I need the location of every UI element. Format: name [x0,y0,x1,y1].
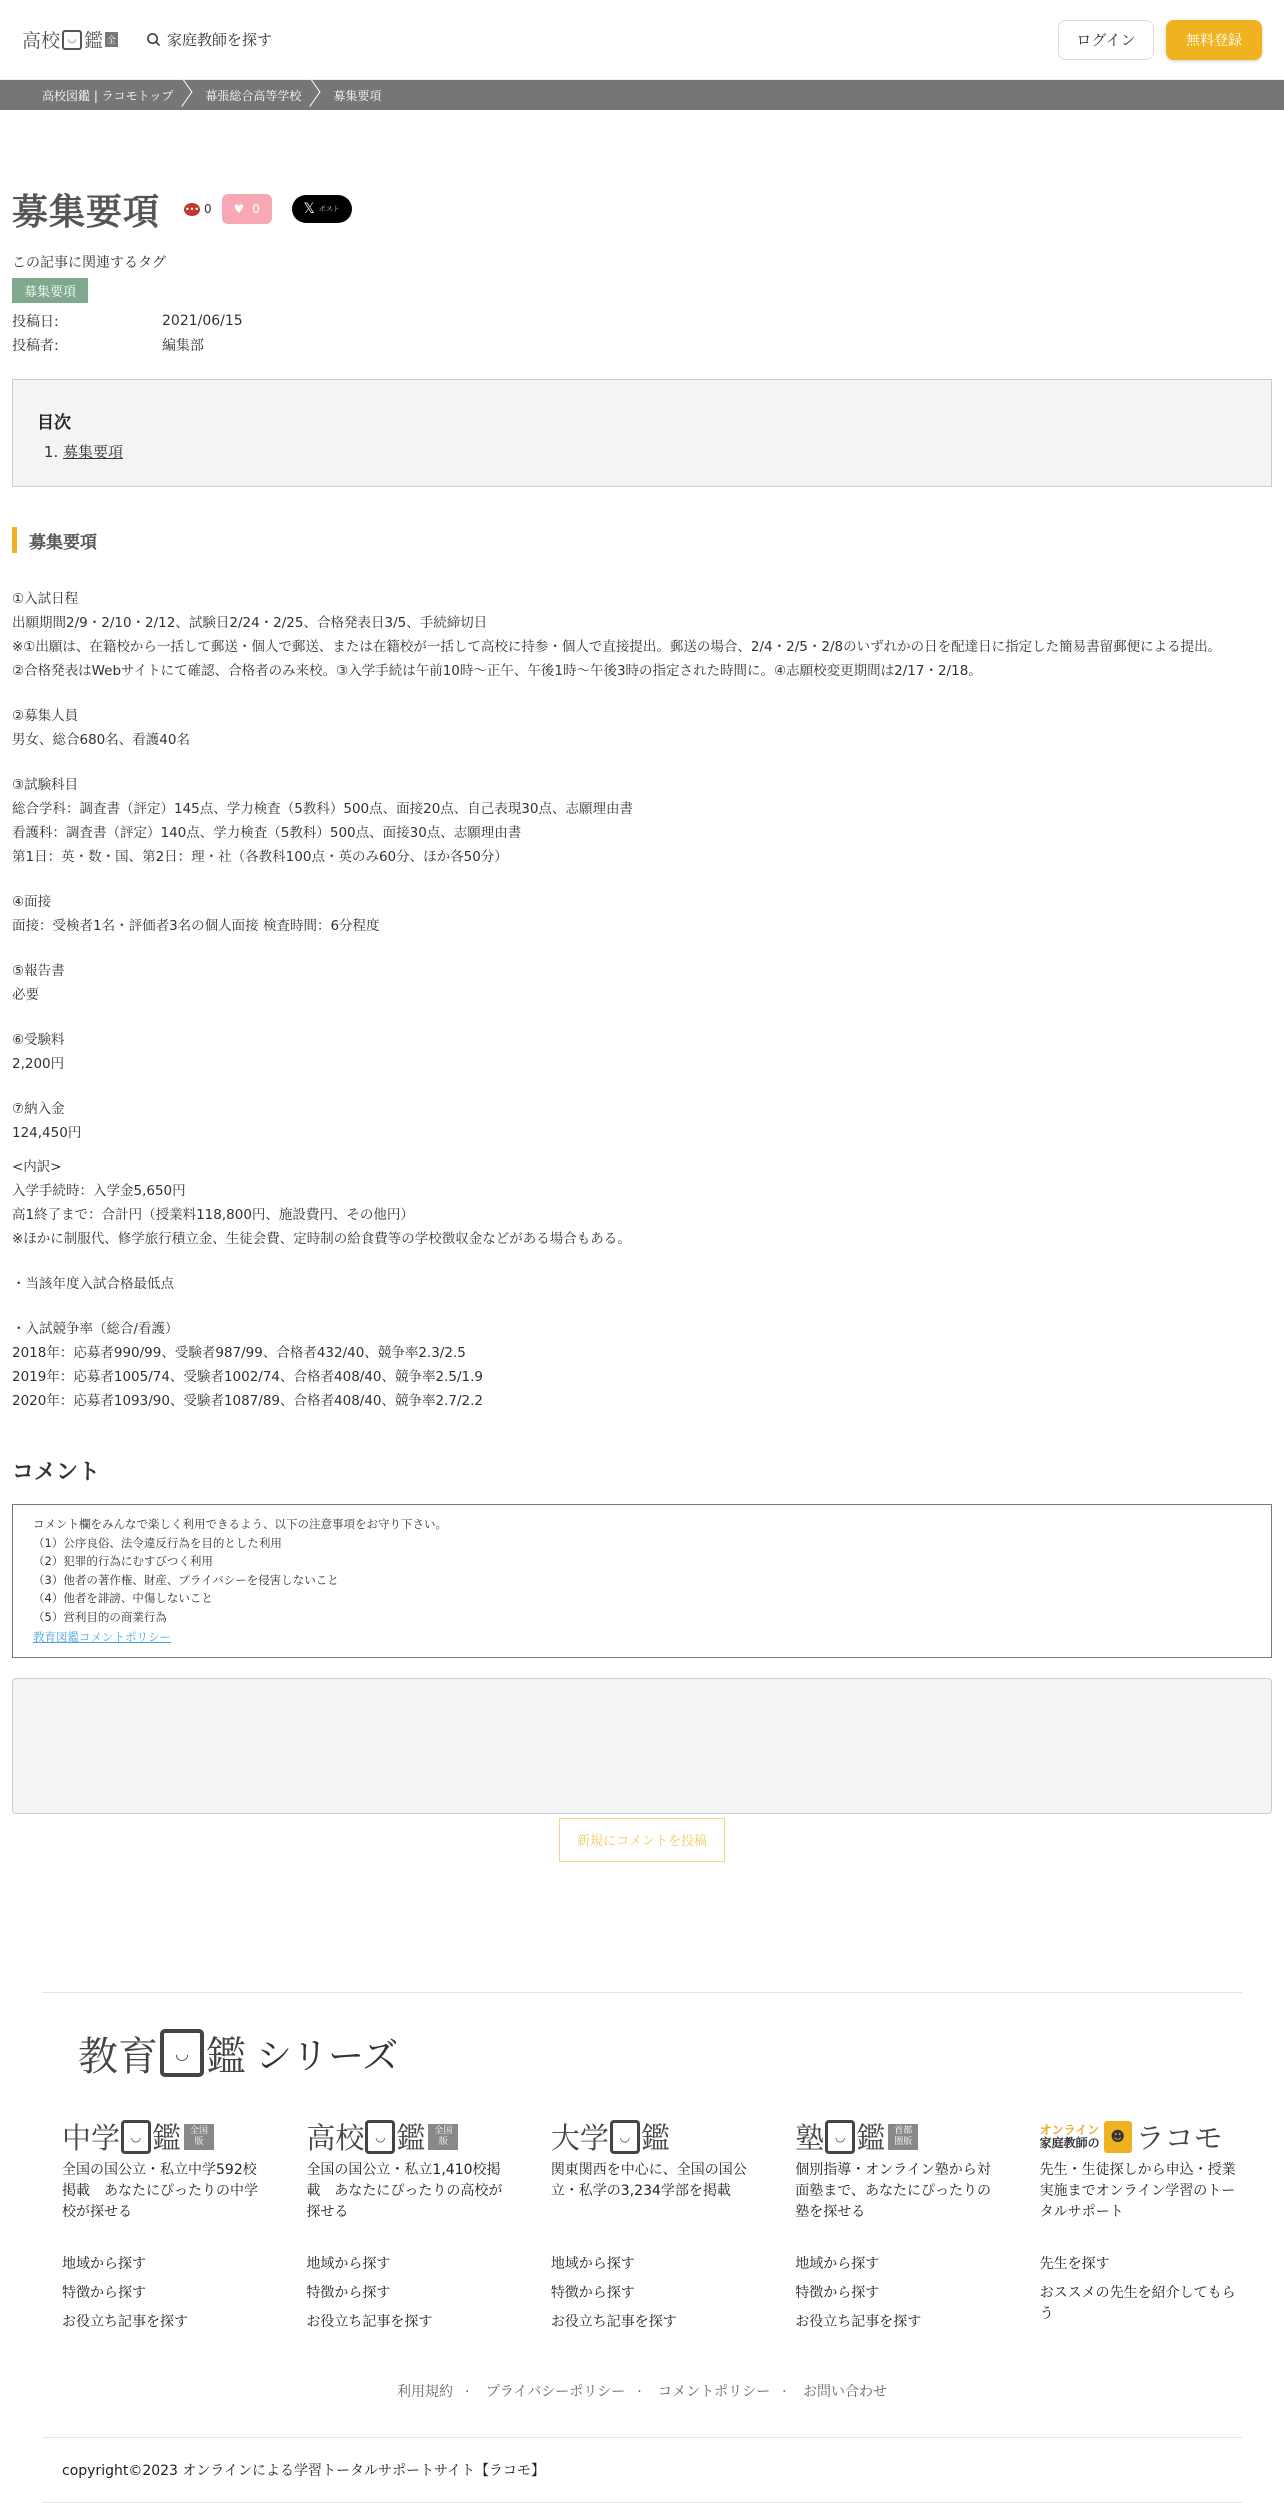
footer-link[interactable]: お役立ち記事を探す [550,2313,677,2330]
breadcrumb-item: 募集要項 [333,88,382,103]
footer-nav-terms[interactable]: 利用規約 [396,2383,453,2400]
comment-policy-link[interactable]: 教育図鑑コメントポリシー [33,1630,171,1644]
section-heading: 募集要項 [12,527,1272,553]
series-logo: 教育 ◡ 鑑 シリーズ [0,2025,1284,2082]
comment-policy-box: コメント欄をみんなで楽しく利用できるよう、以下の注意事項をお守り下さい。 （1）公序良俗、法令違反行為を目的とした利用 （2）犯罪的行為にむすびつく利用 （3）他者の著作権、財産、プライバシーを侵害しないこと （4）他者を誹謗、中傷しないこと （5）営利目的の商業行為 教育図鑑コメントポリシー [12,1504,1272,1658]
book-face-icon: ◡ [62,30,82,50]
footer-col-cram-school: 塾 ◡ 鑑 首都圏版 個別指導・オンライン塾から対面塾まで、あなたにぴったりの塾を探せる 地域から探す 特徴から探す お役立ち記事を探す [795,2118,1039,2341]
footer-link[interactable]: おススメの先生を紹介してもらう [1039,2284,1236,2322]
book-face-icon: ◡ [160,2029,204,2077]
lacomo-mascot-icon: ☻ [1104,2121,1132,2153]
book-face-icon: ◡ [825,2120,855,2154]
register-button[interactable]: 無料登録 [1166,20,1262,60]
heart-icon: ♥ [233,202,245,216]
table-of-contents [12,379,1272,487]
comment-count[interactable]: ••• 0 [184,202,212,216]
like-button[interactable]: ♥ 0 [222,194,272,224]
book-face-icon: ◡ [365,2120,395,2154]
footer-col-university: 大学 ◡ 鑑 関東関西を中心に、全国の国公立・私学の3,234学部を掲載 地域から探す 特徴から探す お役立ち記事を探す [551,2118,795,2341]
footer-link[interactable]: 特徴から探す [306,2284,391,2301]
tags-label: この記事に関連するタグ [12,255,166,271]
site-header [0,0,1284,80]
footer-nav: 利用規約 · プライバシーポリシー · コメントポリシー · お問い合わせ [396,2383,888,2400]
comments-title: コメント [12,1460,101,1485]
footer-link[interactable]: 特徴から探す [795,2284,880,2301]
high-school-logo[interactable]: 高校 ◡ 鑑 全国版 [306,2118,510,2156]
copyright: copyright©2023 オンラインによる学習トータルサポートサイト【ラコモ】 [62,2462,546,2479]
junior-high-logo[interactable]: 中学 ◡ 鑑 全国版 [62,2118,266,2156]
post-comment-button[interactable]: 新規にコメントを投稿 [559,1818,725,1862]
footer-link[interactable]: 地域から探す [550,2255,635,2272]
site-logo[interactable]: 高校 ◡ 鑑 全 [22,30,117,52]
comment-bubble-icon: ••• [184,204,200,214]
footer-link[interactable]: 先生を探す [1039,2255,1110,2272]
x-logo-icon: 𝕏 [303,201,315,217]
footer-nav-privacy[interactable]: プライバシーポリシー [485,2383,626,2400]
footer-link[interactable]: 特徴から探す [62,2284,146,2301]
author: 編集部 [162,338,204,354]
breadcrumb [0,80,1284,110]
footer-link[interactable]: お役立ち記事を探す [306,2313,433,2330]
footer-link[interactable]: 地域から探す [795,2255,880,2272]
toc-item[interactable]: 1. 募集要項 [63,441,1247,462]
book-face-icon: ◡ [121,2120,151,2154]
book-face-icon: ◡ [610,2120,640,2154]
comment-textarea[interactable] [12,1678,1272,1814]
login-button[interactable]: ログイン [1058,20,1154,60]
article-body: ①入試日程 出願期間2/9・2/10・2/12、試験日2/24・2/25、合格発表日3/5、手続締切日 ※①出願は、在籍校から一括して郵送・個人で郵送、または在籍校が一括して高校に持参・個人で直接提出。郵送の場合、2/4・2/5・2/8のいずれかの日を配達日に指定した簡易書留郵便による提出。 ②合格発表はWebサイトにて確認、合格者のみ来校。③入学手続は午前10時〜正午、午後1時〜午後3時の指定された時間に。④志願校変更期間は2/17・2/18。 ②募集人員 男女、総合680名、看護40名 ③試験科目 総合学科：調査書（評定）145点、学力検査（5教科）500点、面接20点、自己表現30点、志願理由書 看護科：調査書（評定）140点、学力検査（5教科）500点、面接30点、志願理由書 第1日：英・数・国、第2日：理・社（各教科100点・英のみ60分、ほか各50分） ④面接 面接：受検者1名・評価者3名の個人面接 検査時間：6分程度 ⑤報告書 必要 ⑥受験料 2,200円 ⑦納入金 124,450円 <内訳> 入学手続時：入学金5,650円 高1終了まで：合計円（授業料118,800円、施設費円、その他円） ※ほかに制服代、修学旅行積立金、生徒会費、定時制の給食費等の学校徴収金などがある場合もある。 ・当該年度入試合格最低点 ・入試競争率（総合/看護） 2018年：応募者990/99、受験者987/99、合格者432/40、競争率2.3/2.5 2019年：応募者1005/74、受験者1002/74、合格者408/40、競争率2.5/1.9 2020年：応募者1093/90、受験者1087/89、合格者408/40、競争率2.7/2.2 [12,591,1222,1409]
footer-col-junior-high: 中学 ◡ 鑑 全国版 全国の国公立・私立中学592校掲載 あなたにぴったりの中学校が探せる 地域から探す 特徴から探す お役立ち記事を探す [62,2118,306,2341]
footer-nav-contact[interactable]: お問い合わせ [803,2383,888,2400]
lacomo-logo[interactable]: オンライン 家庭教師の ☻ ラコモ [1039,2121,1223,2155]
search-tutor-link[interactable]: 家庭教師を探す [146,29,272,50]
search-icon [146,32,161,47]
article-meta: 投稿日: 2021/06/15 投稿者: 編集部 [12,313,243,354]
breadcrumb-item[interactable]: 幕張総合高等学校 [193,80,321,110]
footer-link[interactable]: 特徴から探す [550,2284,635,2301]
footer-col-lacomo: オンライン 家庭教師の ☻ ラコモ 先生・生徒探しから申込・授業実施までオンライン学習のトータルサポート 先生を探す おススメの先生を紹介してもらう [1040,2118,1284,2341]
footer-link[interactable]: 地域から探す [306,2255,391,2272]
page-title: 募集要項 [12,191,161,233]
footer-nav-comment-policy[interactable]: コメントポリシー [658,2383,771,2400]
university-logo[interactable]: 大学 ◡ 鑑 [550,2121,670,2155]
tag-chip[interactable]: 募集要項 [12,278,88,303]
cram-school-logo[interactable]: 塾 ◡ 鑑 首都圏版 [795,2118,999,2156]
toc-title: 目次 [37,413,71,433]
footer-link[interactable]: お役立ち記事を探す [62,2313,188,2330]
x-post-button[interactable]: 𝕏 ポスト [292,195,352,223]
footer-link[interactable]: お役立ち記事を探す [795,2313,922,2330]
article-main [0,184,1284,1862]
footer-link[interactable]: 地域から探す [62,2255,146,2272]
breadcrumb-item[interactable]: 高校図鑑 | ラコモトップ [30,80,193,110]
footer-col-high-school: 高校 ◡ 鑑 全国版 全国の国公立・私立1,410校掲載 あなたにぴったりの高校が探せる 地域から探す 特徴から探す お役立ち記事を探す [306,2118,550,2341]
posted-date: 2021/06/15 [162,313,243,329]
site-footer [0,1992,1284,2503]
